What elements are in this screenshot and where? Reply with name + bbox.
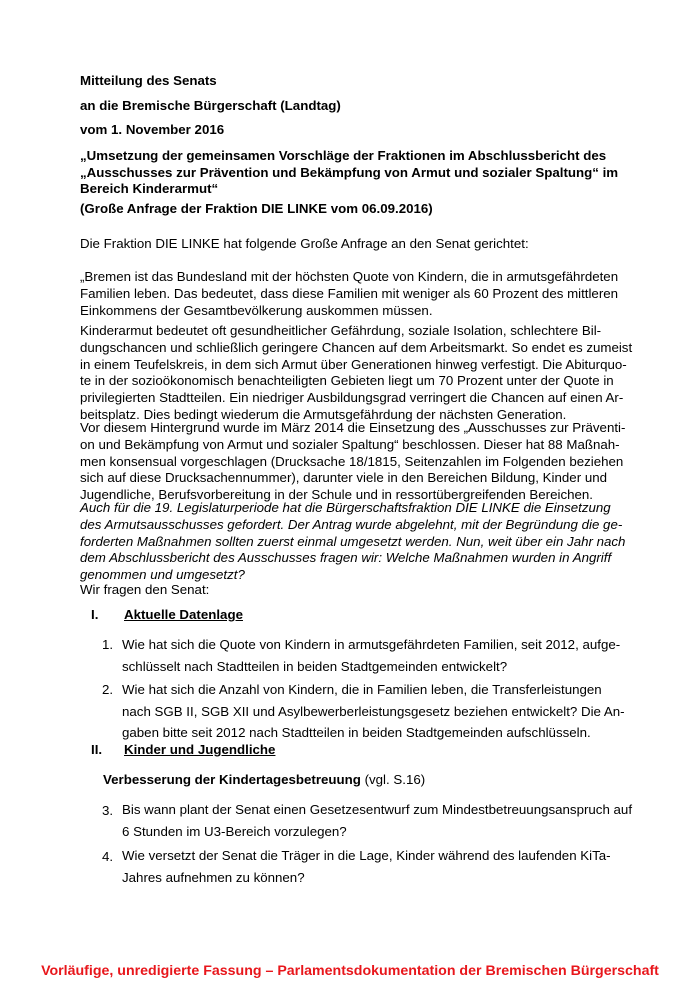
title-line: „Umsetzung der gemeinsamen Vorschläge der Fraktionen im Abschlussbericht des [80,148,607,163]
paragraph-4 [80,500,626,584]
question-number: 1. [102,637,114,652]
paragraph-line: Kinderarmut bedeutet oft gesundheitlicher Gefährdung, soziale Isolation, schlechtere Bil- [80,323,602,338]
question-line: schlüsselt nach Stadtteilen in beiden Stadtgemeinden entwickelt? [122,658,508,674]
paragraph-line: dungschancen und schließlich geringere Chancen auf dem Arbeitsmarkt. So endet es zumeist [80,339,633,355]
question-line: 6 Stunden im U3-Bereich vorzulegen? [122,823,347,839]
question-number: 3. [102,803,114,818]
question-1 [122,634,622,677]
question-line: Wie hat sich die Anzahl von Kindern, die in Familien leben, die Transferleistungen [122,682,602,697]
header-line-1: Mitteilung des Senats [80,73,217,88]
intro-text: Die Fraktion DIE LINKE hat folgende Große Anfrage an den Senat gerichtet: [80,236,529,251]
header-line-2: an die Bremische Bürgerschaft (Landtag) [80,98,341,113]
title-line: Bereich Kinderarmut“ [80,181,219,196]
question-2 [122,679,625,744]
paragraph-line: „Bremen ist das Bundesland mit der höchsten Quote von Kindern, die in armutsgefährdeten [80,269,619,284]
paragraph-1 [80,269,622,319]
subheading-ref: (vgl. S.16) [360,772,426,787]
paragraph-line: Auch für die 19. Legislaturperiode hat die Bürgerschaftsfraktion DIE LINKE die Einsetzung [80,500,611,515]
document-title [80,148,625,198]
ask-senate-text: Wir fragen den Senat: [80,582,210,597]
paragraph-line: men konsensual vorgeschlagen (Drucksache 18/1815, Seitenzahlen im Folgenden beziehen [80,453,624,469]
question-line: gaben bitte seit 2012 nach Stadtteilen in beiden Stadtgemeinden aufschlüsseln. [122,725,591,740]
paragraph-line: dem Abschlussbericht des Ausschusses fragen wir: Welche Maßnahmen wurden in Angriff [80,550,612,566]
section-number: II. [91,742,103,757]
draft-footer: Vorläufige, unredigierte Fassung – Parlamentsdokumentation der Bremischen Bürgerschaft [41,963,659,979]
title-line: „Ausschusses zur Prävention und Bekämpfung von Armut und sozialer Spaltung“ im [80,164,619,180]
paragraph-line: on und Bekämpfung von Armut und sozialer Spaltung“ beschlossen. Dieser hat 88 Maßnah- [80,436,620,452]
header-date: vom 1. November 2016 [80,122,225,137]
section-number: I. [91,607,99,622]
paragraph-line: privilegierten Stadtteilen. Ein niedriger Ausbildungsgrad verringert die Chancen auf einen Ar- [80,390,624,406]
paragraph-line: beitsplatz. Dies bedingt wiederum die Armutsgefährdung der nächsten Generation. [80,406,567,422]
paragraph-2 [80,323,633,424]
question-3 [122,799,633,842]
question-line: Jahres aufnehmen zu können? [122,869,305,885]
paragraph-line: in einem Teufelskreis, in dem sich Armut über Generationen hinweg verfestigt. Die Abiturquo- [80,356,627,372]
subheading-bold: Verbesserung der Kindertagesbetreuung [103,772,361,787]
question-line: Wie hat sich die Quote von Kindern in armutsgefährdeten Familien, seit 2012, aufge- [122,637,621,652]
question-line: Bis wann plant der Senat einen Gesetzesentwurf zum Mindestbetreuungsanspruch auf [122,802,633,817]
subheading-kita [103,771,425,788]
section-title-data: Aktuelle Datenlage [124,607,243,622]
paragraph-line: des Armutsausschusses gefordert. Der Antrag wurde abgelehnt, mit der Begründung die ge- [80,516,623,532]
paragraph-line: sich auf diese Drucksachennummer), darunter viele in den Bereichen Bildung, Kinder und [80,470,607,486]
paragraph-line: Jugendliche, Berufsvorbereitung in der Schule und in ressortübergreifenden Bereichen. [80,487,593,503]
paragraph-line: forderten Maßnahmen sollten zuerst einmal umgesetzt werden. Nun, weit über ein Jahr nach [80,533,626,549]
paragraph-line: Einkommens der Gesamtbevölkerung auskommen müssen. [80,302,433,318]
section-title-children: Kinder und Jugendliche [124,742,276,757]
paragraph-line: Vor diesem Hintergrund wurde im März 2014 die Einsetzung des „Ausschusses zur Präventi- [80,420,626,435]
question-4 [122,845,622,888]
document-subtitle: (Große Anfrage der Fraktion DIE LINKE vom 06.09.2016) [80,201,433,216]
paragraph-line: genommen und umgesetzt? [80,567,245,583]
paragraph-3 [80,420,626,504]
paragraph-line: te in der sozioökonomisch benachteiligten Gebieten liegt um 70 Prozent unter der Quote in [80,373,614,389]
paragraph-line: Familien leben. Das bedeutet, dass diese Familien mit weniger als 60 Prozent des mittleren [80,285,619,301]
question-number: 4. [102,849,114,864]
question-line: nach SGB II, SGB XII und Asylbewerberleistungsgesetz beziehen entwickelt? Die An- [122,703,625,719]
question-number: 2. [102,682,114,697]
question-line: Wie versetzt der Senat die Träger in die Lage, Kinder während des laufenden KiTa- [122,848,611,863]
